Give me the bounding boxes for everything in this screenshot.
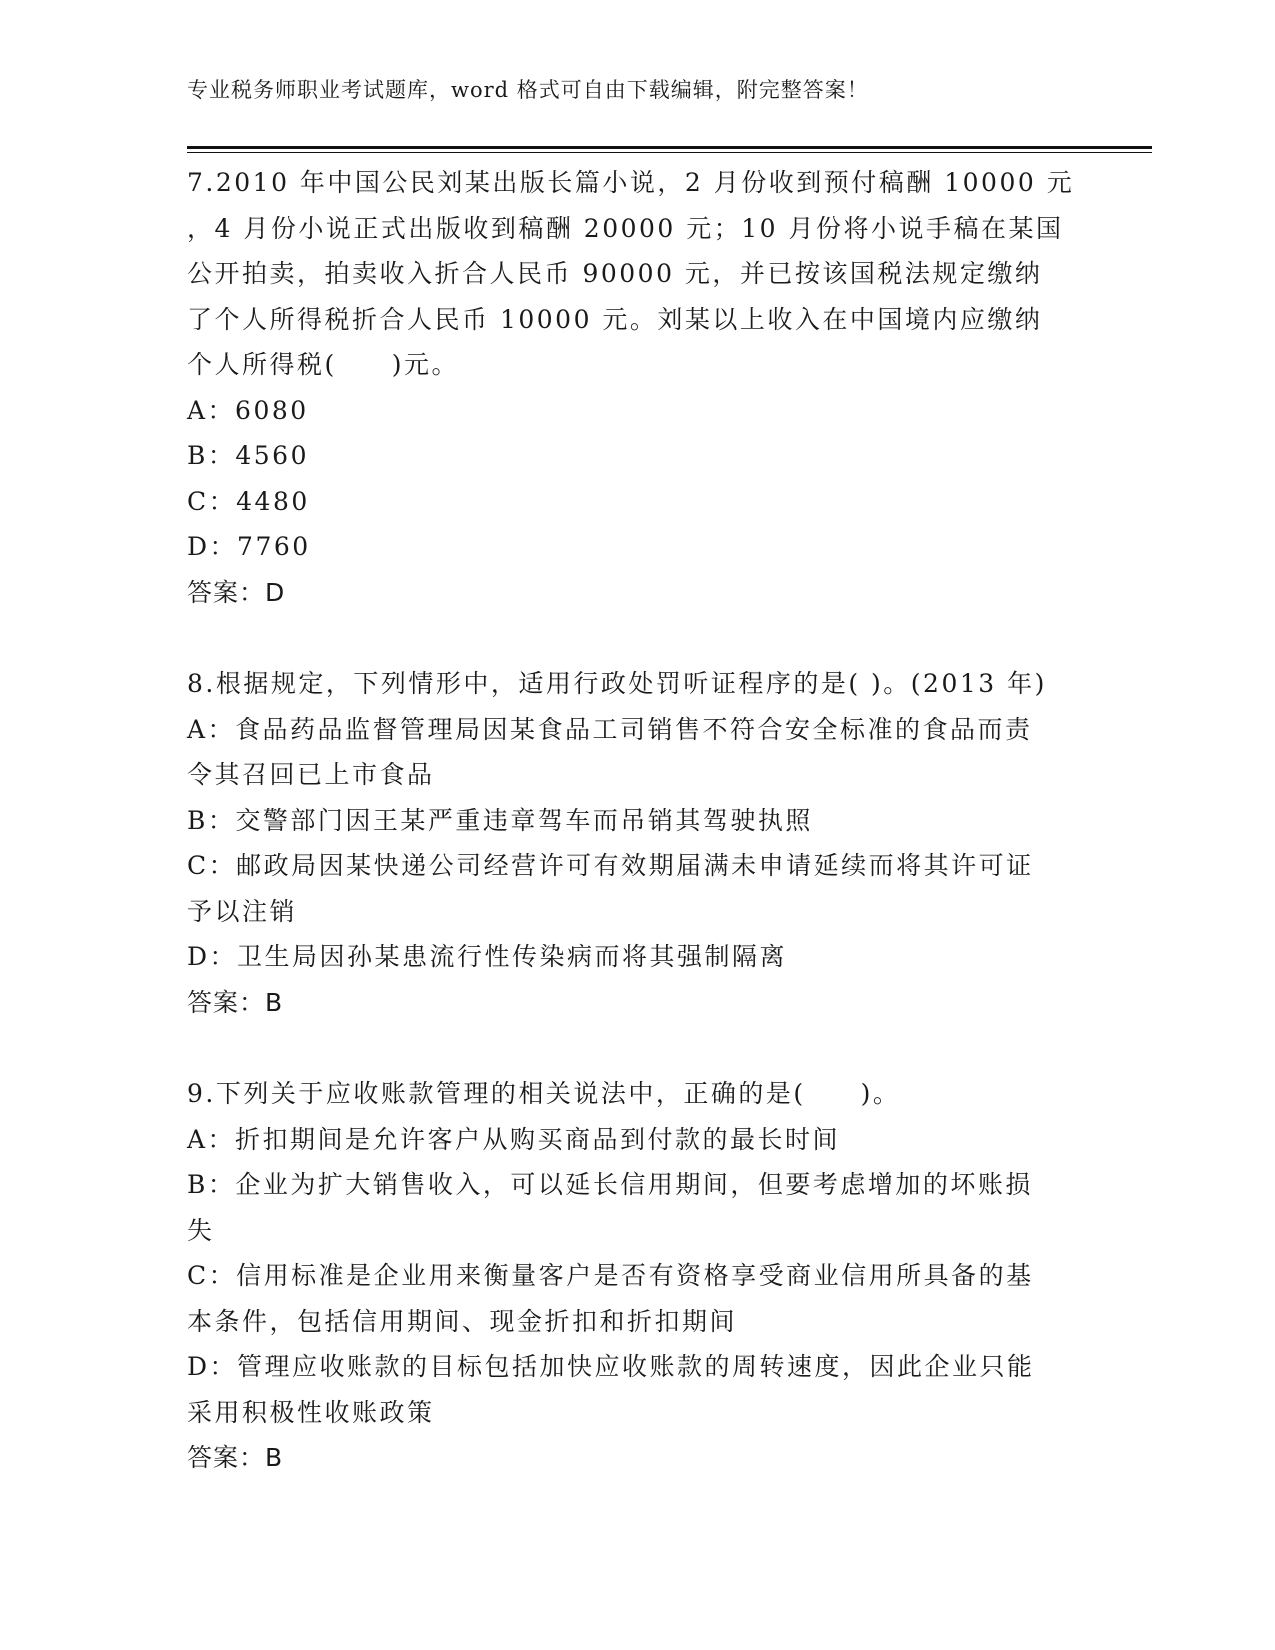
header-rule-thick: [187, 146, 1152, 149]
question-8: [187, 661, 1087, 1025]
question-stem-line: 7.2010 年中国公民刘某出版长篇小说，2 月份收到预付稿酬 10000 元: [187, 168, 1075, 197]
question-stem-line: 公开拍卖，拍卖收入折合人民币 90000 元，并已按该国税法规定缴纳: [187, 259, 1043, 288]
question-stem-line: 9.下列关于应收账款管理的相关说法中，正确的是( )。: [187, 1079, 901, 1108]
option-c: C：信用标准是企业用来衡量客户是否有资格享受商业信用所具备的基: [187, 1261, 1034, 1290]
question-7: [187, 160, 1087, 615]
spacer: [187, 1025, 1087, 1071]
option-d: D：管理应收账款的目标包括加快应收账款的周转速度，因此企业只能: [187, 1352, 1035, 1381]
option-b: B：交警部门因王某严重违章驾车而吊销其驾驶执照: [187, 805, 813, 835]
question-list: [187, 160, 1087, 1481]
option-d: D：7760: [187, 532, 311, 561]
option-c-continued: 予以注销: [187, 896, 298, 926]
header-rule-thin: [187, 152, 1152, 153]
question-stem-line: 个人所得税( )元。: [187, 350, 460, 379]
spacer: [187, 615, 1087, 661]
option-b: B：企业为扩大销售收入，可以延长信用期间，但要考虑增加的坏账损: [187, 1170, 1033, 1199]
answer: 答案：B: [187, 1443, 284, 1472]
option-b: B：4560: [187, 441, 309, 470]
answer: 答案：D: [187, 577, 286, 607]
option-c: C：邮政局因某快递公司经营许可有效期届满未申请延续而将其许可证: [187, 851, 1034, 880]
option-b-continued: 失: [187, 1215, 215, 1245]
question-9: [187, 1071, 1087, 1481]
question-stem-line: ，4 月份小说正式出版收到稿酬 20000 元；10 月份将小说手稿在某国: [187, 213, 1064, 243]
question-stem-line: 了个人所得税折合人民币 10000 元。刘某以上收入在中国境内应缴纳: [187, 304, 1043, 334]
option-a-continued: 令其召回已上市食品: [187, 760, 435, 789]
option-a: A：食品药品监督管理局因某食品工司销售不符合安全标准的食品而责: [187, 714, 1033, 744]
option-a: A：6080: [187, 395, 309, 425]
option-c-continued: 本条件，包括信用期间、现金折扣和折扣期间: [187, 1306, 738, 1336]
page-header: 专业税务师职业考试题库，word 格式可自由下载编辑，附完整答案！: [187, 78, 869, 102]
question-stem-line: 8.根据规定，下列情形中，适用行政处罚听证程序的是( )。(2013 年): [187, 669, 1047, 698]
option-d-continued: 采用积极性收账政策: [187, 1397, 435, 1427]
option-c: C：4480: [187, 486, 310, 516]
answer: 答案：B: [187, 987, 284, 1017]
option-a: A：折扣期间是允许客户从购买商品到付款的最长时间: [187, 1124, 841, 1154]
option-d: D：卫生局因孙某患流行性传染病而将其强制隔离: [187, 942, 788, 971]
